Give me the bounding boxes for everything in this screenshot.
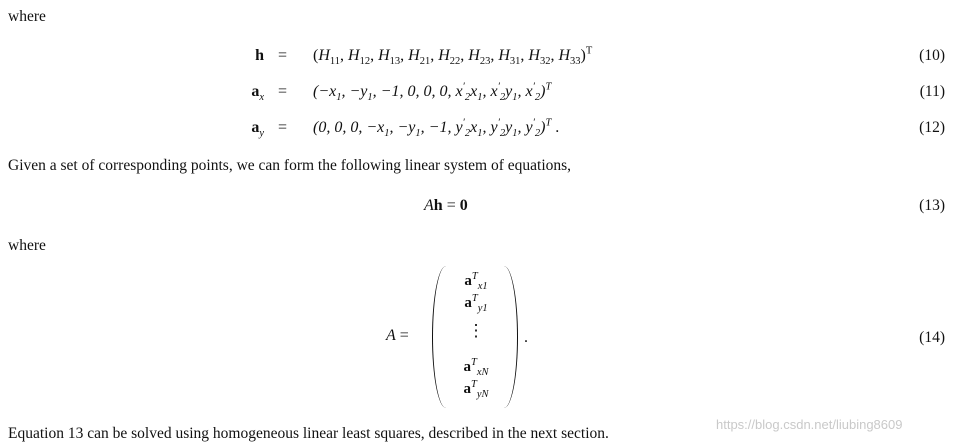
- eq14-lhs: A =: [386, 327, 409, 344]
- eq12-equals: =: [278, 119, 288, 136]
- eq14-matrix: [432, 266, 518, 408]
- eq11-rhs: ($-x_1$, $-y_1$, −1, 0, 0, 0, $x'_2x_1$, $x'_2y_1$, $x'_2)^T$: [313, 81, 552, 104]
- eq10-lhs: h: [255, 47, 264, 64]
- eq13-body: Ah = 0: [424, 197, 468, 214]
- matrix-entry-ax1: $a^T_{x1}$: [464, 271, 488, 292]
- text-closing: Equation 13 can be solved using homogeneous linear least squares, described in the next section.: [8, 425, 609, 442]
- matrix-entry-axN: $a^T_{xN}$: [463, 357, 489, 378]
- matrix-left-paren: [432, 266, 447, 408]
- matrix-vdots: ⋮: [467, 321, 485, 340]
- watermark: https://blog.csdn.net/liubing8609: [716, 417, 903, 432]
- text-where-2: where: [8, 237, 46, 254]
- matrix-right-paren: [503, 266, 518, 408]
- eq14-number: (14): [919, 329, 945, 346]
- eq13-number: (13): [919, 197, 945, 214]
- eq12-lhs: $a_y$: [251, 119, 264, 140]
- text-where-1: where: [8, 8, 46, 25]
- eq10-number: (10): [919, 47, 945, 64]
- eq12-number: (12): [919, 119, 945, 136]
- matrix-entry-ay1: $a^T_{y1}$: [464, 293, 488, 314]
- eq14-period: .: [524, 329, 528, 346]
- eq12-rhs: (0, 0, 0, $-x_1$, $-y_1$, −1, $y'_2x_1$, $y'_2y_1$, $y'_2)^T$ .: [313, 117, 560, 140]
- eq10-rhs: ($H_{11}$, $H_{12}$, $H_{13}$, $H_{21}$, $H_{22}$, $H_{23}$, $H_{31}$, $H_{32}$, $H_{33})^T$: [313, 45, 593, 68]
- eq11-lhs: $a_x$: [251, 83, 264, 104]
- eq10-equals: =: [278, 47, 288, 64]
- eq11-number: (11): [919, 83, 945, 100]
- eq11-equals: =: [278, 83, 288, 100]
- matrix-entry-ayN: $a^T_{yN}$: [463, 379, 489, 400]
- text-given: Given a set of corresponding points, we can form the following linear system of equations,: [8, 157, 572, 174]
